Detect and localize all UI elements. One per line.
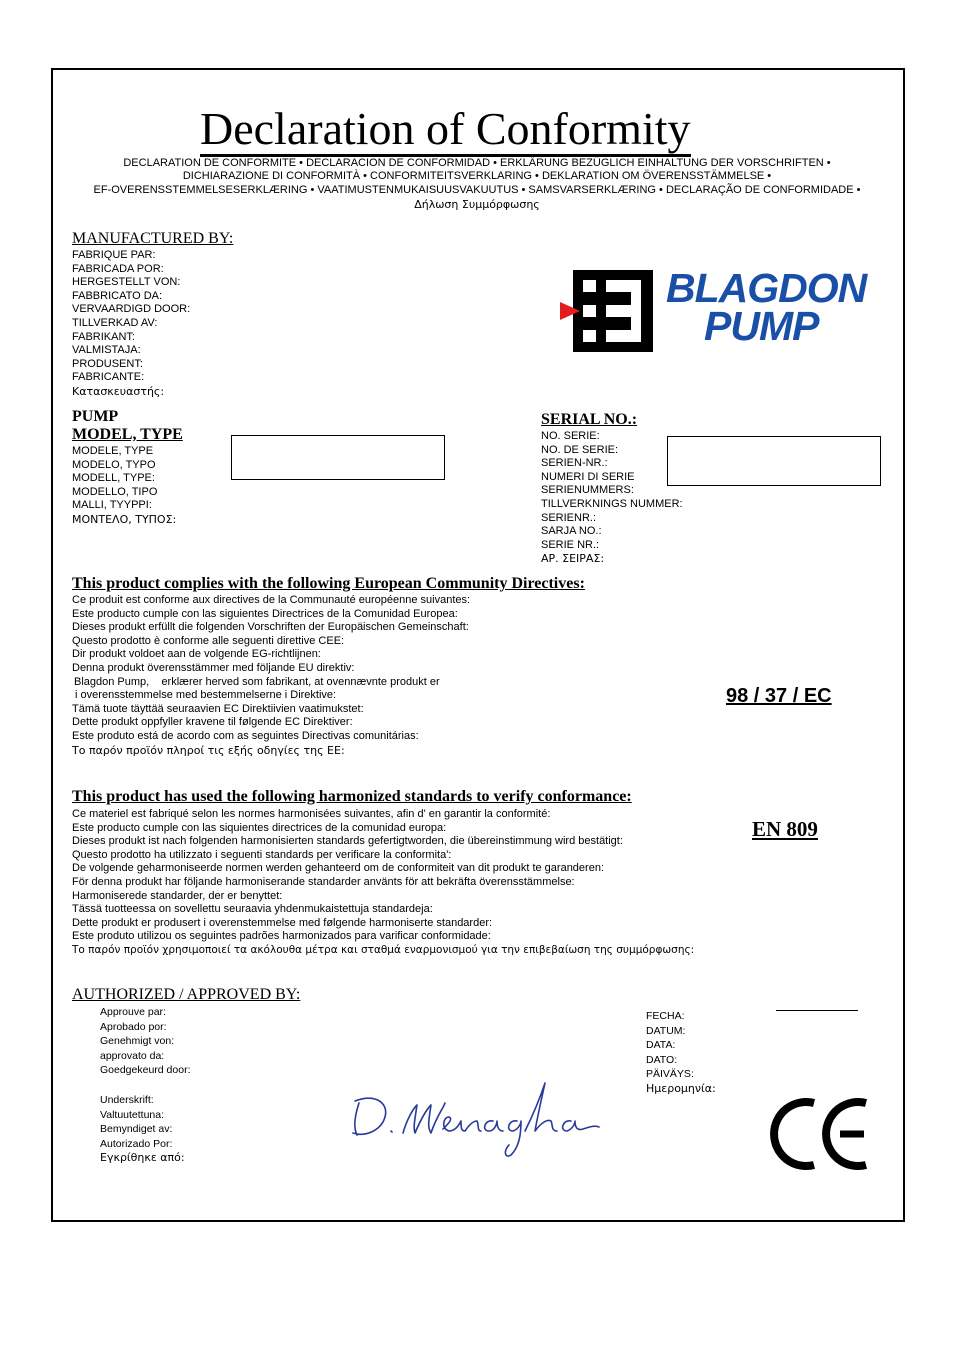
title-translation-2: DICHIARAZIONE DI CONFORMITÀ • CONFORMITEITSVERKLARING • DEKLARATION OM ÖVERENSSTÄMMELSE •: [182, 170, 772, 182]
signature-line: Εγκρίθηκε από:: [100, 1151, 185, 1164]
serial-line: TILLVERKNINGS NUMMER:: [541, 497, 683, 510]
ce-mark-icon: [766, 1095, 876, 1173]
serial-input-box[interactable]: [667, 436, 881, 486]
logo-text-line1: BLAGDON: [666, 265, 867, 311]
standard-line: Dette produkt er produsert i overenstemmelse med følgende harmoniserte standarder:: [72, 916, 493, 929]
serial-line: SARJA NO.:: [541, 525, 602, 538]
manufactured-line: VALMISTAJA:: [72, 344, 141, 357]
directive-line: i overensstemmelse med bestemmelserne i Direktive:: [72, 689, 337, 702]
date-line: DATA:: [646, 1039, 676, 1051]
directive-line: Este produto está de acordo com as seguintes Directivas comunitárias:: [72, 729, 419, 742]
manufactured-line: FABRIQUE PAR:: [72, 249, 156, 261]
serial-line: SERIENR.:: [541, 511, 597, 524]
serial-line: NO. SERIE:: [541, 430, 600, 442]
model-heading-type: MODEL, TYPE: [72, 426, 183, 443]
serial-line: ΑΡ. ΣΕΙΡΑΣ:: [541, 552, 605, 566]
standard-line: Harmoniserede standarder, der er benyttet:: [72, 889, 283, 902]
date-line: DATO:: [646, 1053, 678, 1066]
standard-line: Tässä tuotteessa on sovellettu seuraavia yhdenmukaistettuja standardeja:: [72, 903, 433, 916]
approved-line: Goedgekeurd door:: [100, 1064, 191, 1076]
manufactured-line: FABRIKANT:: [72, 330, 135, 343]
date-line: Ημερομηνία:: [646, 1081, 716, 1095]
standard-line: Questo prodotto ha utilizzato i seguenti standards per verificare la conformita':: [72, 848, 452, 861]
signature-line: Underskrift:: [100, 1094, 154, 1106]
title-translation-greek: Δήλωση Συμμόρφωσης: [414, 198, 540, 211]
directive-line: Dir produkt voldoet aan de volgende EG-richtlijnen:: [72, 648, 321, 661]
serial-translations: [541, 430, 683, 566]
signature-line: Autorizado Por:: [100, 1137, 173, 1150]
model-line: MODELL, TYPE:: [72, 472, 155, 485]
approved-line: Approuve par:: [100, 1006, 166, 1018]
title-translation-3: EF-OVERENSSTEMMELSESERKLÆRING • VAATIMUSTENMUKAISUUSVAKUUTUS • SAMSVARSERKLÆRING • DECLARAÇÃO DE CONFORMIDADE •: [93, 184, 861, 196]
standard-line: De volgende geharmoniseerde normen werden gehanteerd om de conformiteit van dit produkt te garanderen:: [72, 862, 604, 875]
model-line: ΜΟΝΤΕΛΟ, ΤΥΠΟΣ:: [72, 512, 177, 526]
manufactured-line: VERVAARDIGD DOOR:: [72, 303, 191, 316]
model-line: MODELO, TYPO: [72, 458, 156, 471]
approved-line: Aprobado por:: [100, 1020, 167, 1033]
standard-line: För denna produkt har följande harmoniserande standarder använts för att bekräfta överensstämmelse:: [72, 875, 575, 888]
directives-translations: [72, 594, 470, 757]
serial-heading: SERIAL NO.:: [541, 411, 638, 428]
manufactured-line: FABRICANTE:: [72, 371, 145, 384]
manufactured-line: TILLVERKAD AV:: [72, 316, 158, 329]
date-line: DATUM:: [646, 1024, 686, 1037]
page-title: Declaration of Conformity: [200, 104, 691, 157]
date-line: PÄIVÄYS:: [646, 1068, 694, 1080]
serial-line: NO. DE SERIE:: [541, 443, 619, 456]
directive-line: Το παρόν προϊόν πληροί τις εξής οδηγίες της ΕΕ:: [72, 743, 345, 757]
authorized-heading: AUTHORIZED / APPROVED BY:: [72, 986, 301, 1003]
logo-text-line2: PUMP: [704, 303, 819, 349]
signature-translations: [100, 1093, 185, 1166]
standard-line: Το παρόν προϊόν χρησιμοποιεί τα ακόλουθα μέτρα και σταθμά εναρμονισμού για την επιβεβαίωση της συμμόρφωσης:: [72, 943, 695, 956]
handwritten-signature: [345, 1075, 605, 1165]
directive-line: Tämä tuote täyttää seuraavien EC Direktiivien vaatimukstet:: [72, 702, 364, 715]
model-line: MODELLO, TIPO: [72, 485, 158, 498]
standards-heading: This product has used the following harmonized standards to verify conformance:: [72, 788, 632, 805]
directive-line: Questo prodotto è conforme alle seguenti direttive CEE:: [72, 634, 345, 647]
directive-line: Dette produkt oppfyller kravene til følgende EC Direktiver:: [72, 716, 353, 729]
blagdon-b-mark-icon: [558, 267, 658, 355]
signature-line: Bemyndiget av:: [100, 1123, 173, 1135]
blagdon-pump-logo: [558, 267, 898, 357]
approved-translations: [100, 1005, 190, 1078]
serial-line: SERIE NR.:: [541, 538, 600, 551]
model-translations: [72, 445, 176, 527]
date-translations: [646, 1009, 716, 1096]
date-line-rule: [776, 1010, 858, 1011]
serial-line: SERIENUMMERS:: [541, 484, 634, 497]
directive-line: Blagdon Pump, erklærer herved som fabrikant, at ovennævnte produkt er: [74, 675, 440, 688]
directives-heading: This product complies with the following European Community Directives:: [72, 575, 585, 592]
serial-line: NUMERI DI SERIE: [541, 470, 635, 483]
manufactured-line: PRODUSENT:: [72, 357, 143, 370]
model-input-box[interactable]: [231, 435, 445, 480]
standards-translations: [72, 808, 694, 958]
date-line: FECHA:: [646, 1010, 685, 1022]
directive-line: Denna produkt överensstämmer med följande EU direktiv:: [72, 661, 355, 674]
manufactured-translations: [72, 249, 190, 399]
directive-line: Dieses produkt erfüllt die folgenden Vorschriften der Europäischen Gemeinschaft:: [72, 621, 469, 634]
standard-line: Dieses produkt ist nach folgenden harmonisierten standards gefertigtworden, die übereinstimmung wird bestätigt:: [72, 835, 623, 848]
standard-line: Ce materiel est fabriqué selon les normes harmonisées suivantes, afin d' en garantir la conformité:: [72, 808, 551, 820]
title-translation-1: DECLARATION DE CONFORMITE • DECLARACION DE CONFORMIDAD • ERKLÄRUNG BEZÜGLICH EINHALTUNG DER VORSCHRIFTEN •: [123, 157, 831, 169]
manufactured-line: HERGESTELLT VON:: [72, 276, 181, 289]
manufactured-line: FABRICADA POR:: [72, 262, 164, 275]
manufactured-heading: MANUFACTURED BY:: [72, 230, 234, 247]
standard-value: EN 809: [752, 817, 818, 841]
model-heading-pump: PUMP: [72, 408, 119, 425]
directive-line: Ce produit est conforme aux directives de la Communauté européenne suivantes:: [72, 594, 471, 606]
signature-line: Valtuutettuna:: [100, 1108, 165, 1121]
standard-line: Este produto utilizou os seguintes padrões harmonizados para varificar conformidade:: [72, 930, 491, 943]
manufactured-line: FABBRICATO DA:: [72, 289, 163, 302]
serial-line: SERIEN-NR.:: [541, 457, 608, 470]
model-line: MALLI, TYYPPI:: [72, 499, 152, 512]
directive-line: Este producto cumple con las siguientes Directrices de la Comunidad Europea:: [72, 607, 458, 620]
model-line: MODELE, TYPE: [72, 445, 154, 457]
approved-line: approvato da:: [100, 1049, 165, 1062]
standard-line: Este producto cumple con las siquientes directrices de la comunidad europa:: [72, 821, 447, 834]
approved-line: Genehmigt von:: [100, 1035, 175, 1047]
manufactured-line: Κατασκευαστής:: [72, 384, 165, 398]
directive-value: 98 / 37 / EC: [726, 685, 832, 707]
